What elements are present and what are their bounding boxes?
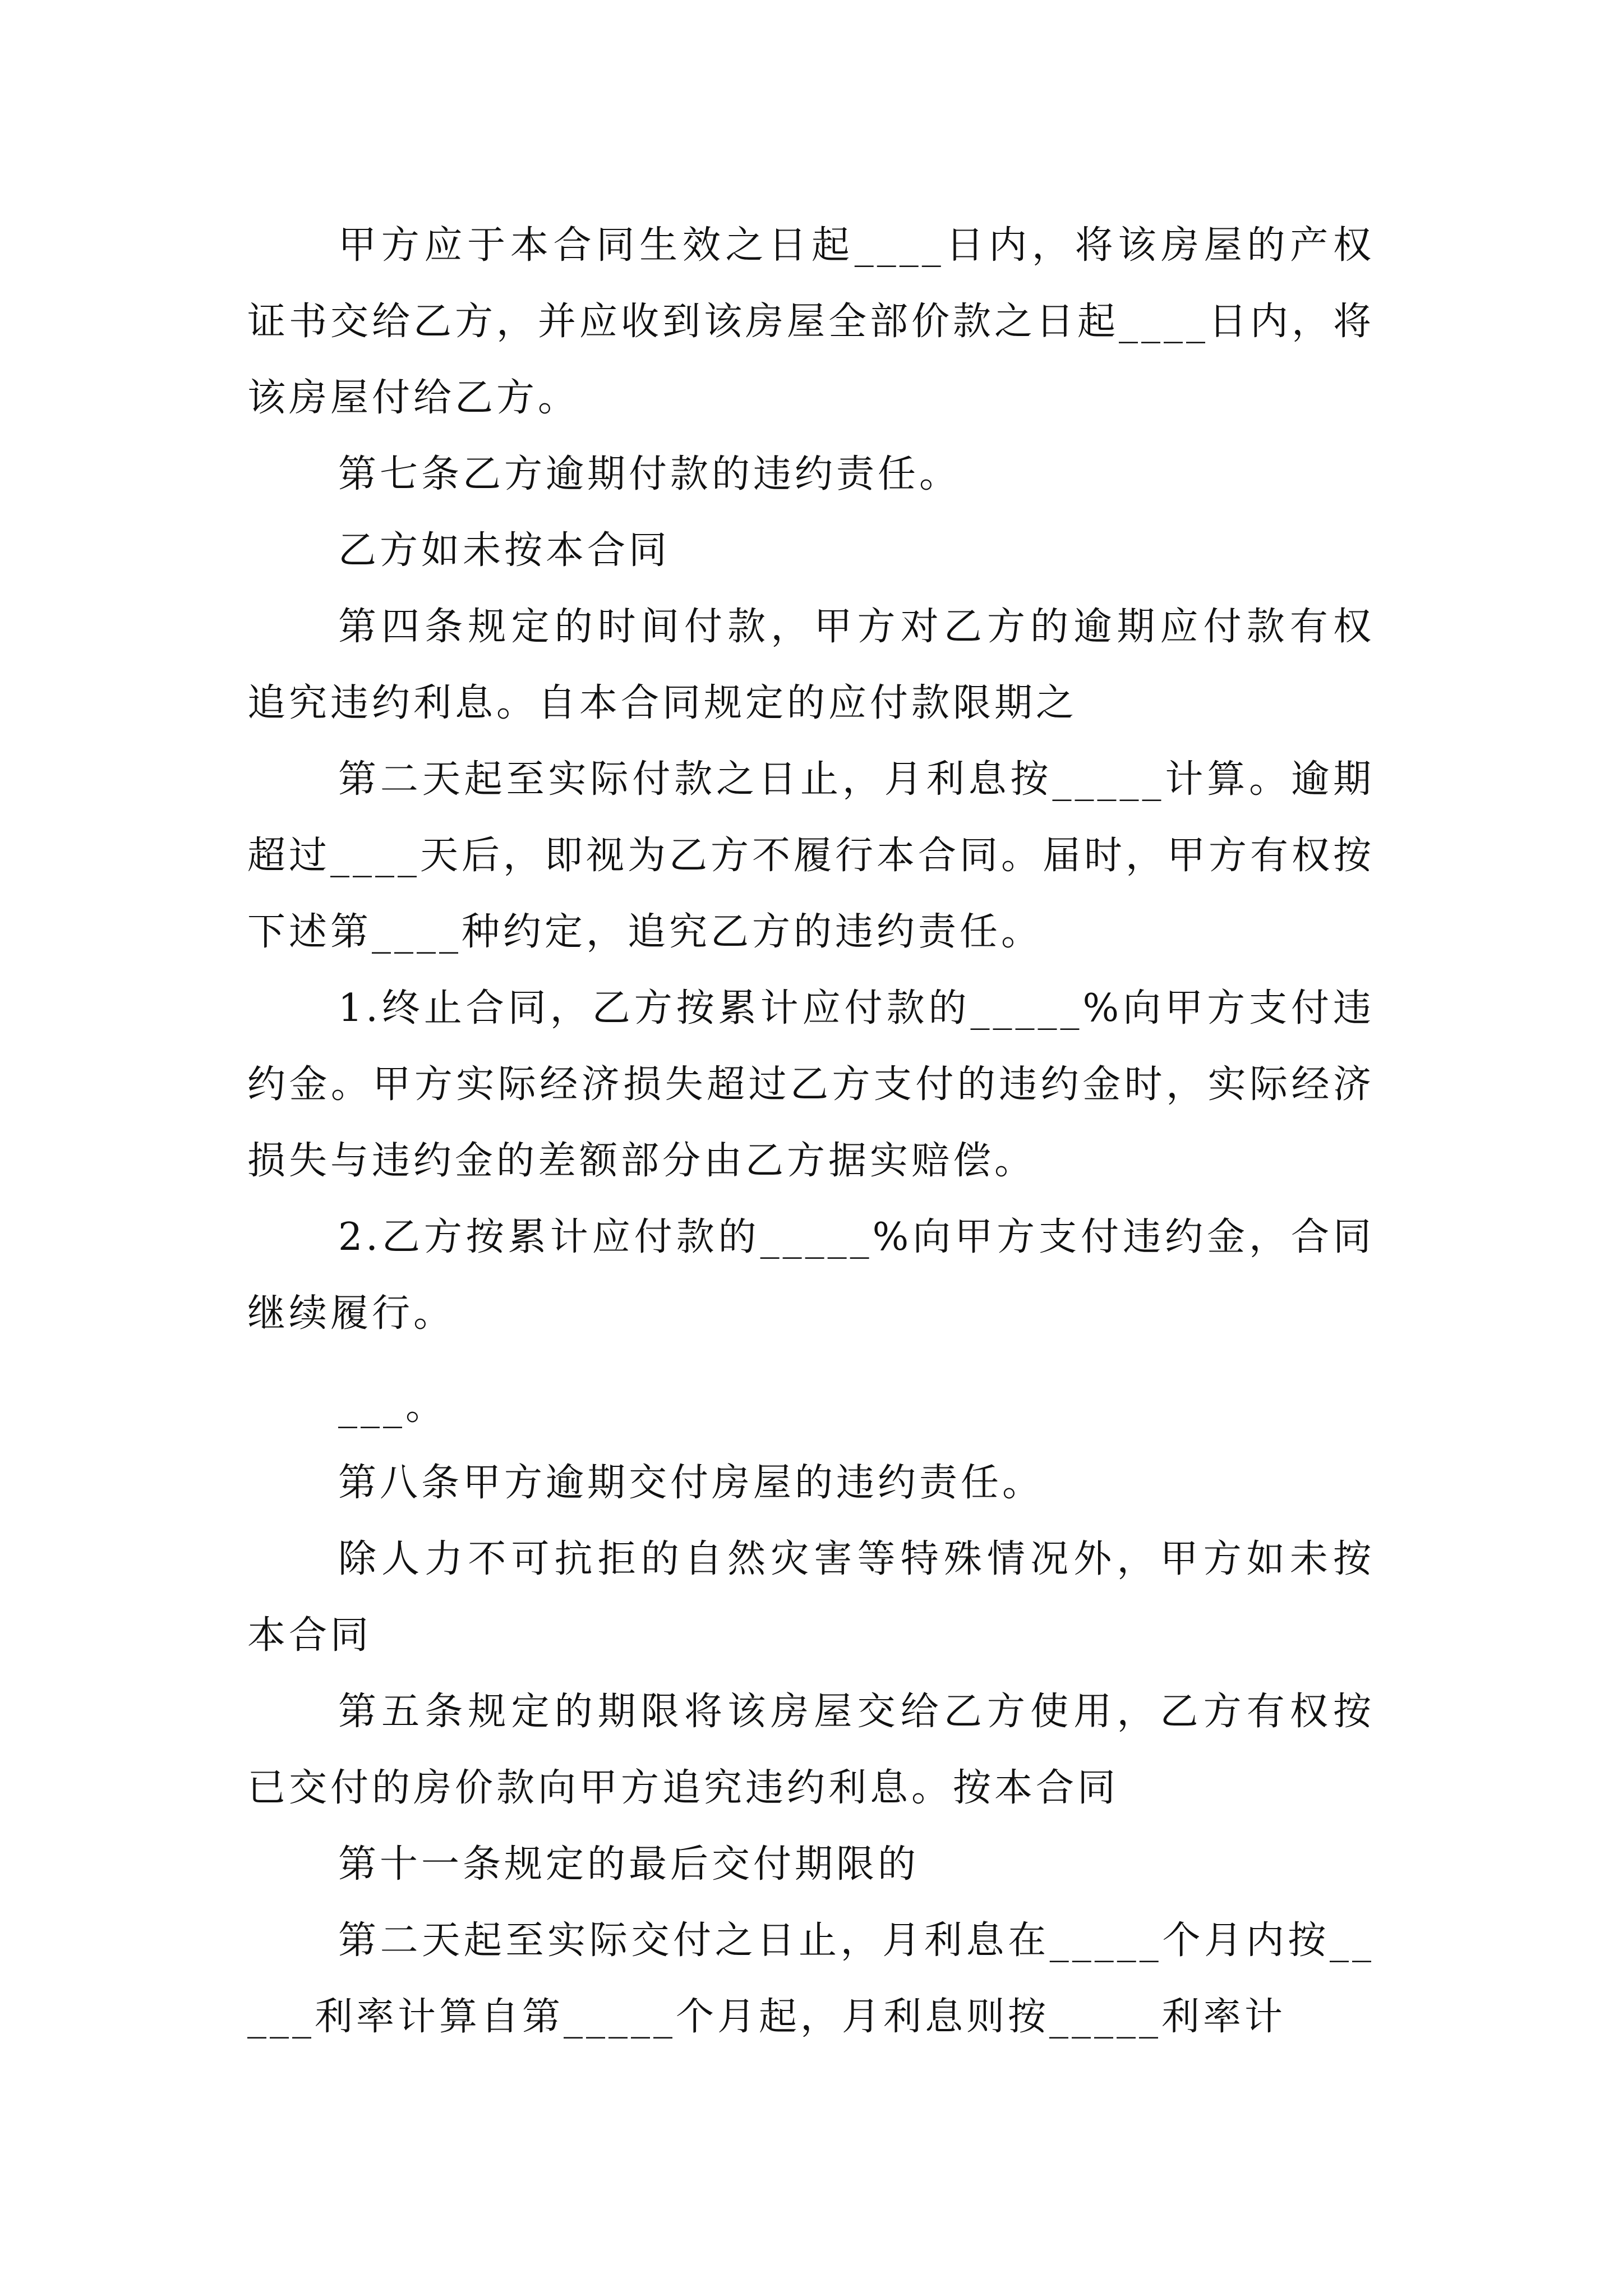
paragraph-article-5-reference: 第五条规定的期限将该房屋交给乙方使用，乙方有权按已交付的房价款向甲方追究违约利息。按本合同 [247, 1690, 1375, 1810]
paragraph-article-8-heading: 第八条甲方逾期交付房屋的违约责任。 [338, 1461, 1044, 1505]
paragraph-force-majeure: 除人力不可抗拒的自然灾害等特殊情况外，甲方如未按本合同 [247, 1537, 1375, 1658]
paragraph-option-2: 2.乙方按累计应付款的_____%向甲方支付违约金，合同继续履行。 [247, 1215, 1375, 1336]
contract-text [247, 208, 1375, 2055]
paragraph-blank-option: ___。 [338, 1384, 448, 1429]
paragraph-late-payment-interest: 第二天起至实际付款之日止，月利息按_____计算。逾期超过____天后，即视为乙方不履行本合同。届时，甲方有权按下述第____种约定，追究乙方的违约责任。 [247, 757, 1375, 954]
paragraph-article-7-intro: 乙方如未按本合同 [338, 528, 671, 573]
paragraph-article-7-heading: 第七条乙方逾期付款的违约责任。 [338, 452, 961, 496]
paragraph-late-delivery-interest: 第二天起至实际交付之日止，月利息在_____个月内按_____利率计算自第_____个月起，月利息则按_____利率计 [247, 1918, 1375, 2039]
paragraph-delivery-terms: 甲方应于本合同生效之日起____日内，将该房屋的产权证书交给乙方，并应收到该房屋全部价款之日起____日内，将该房屋付给乙方。 [247, 223, 1375, 420]
paragraph-option-1: 1.终止合同，乙方按累计应付款的_____%向甲方支付违约金。甲方实际经济损失超过乙方支付的违约金时，实际经济损失与违约金的差额部分由乙方据实赔偿。 [247, 986, 1375, 1183]
paragraph-article-4-reference: 第四条规定的时间付款，甲方对乙方的逾期应付款有权追究违约利息。自本合同规定的应付款限期之 [247, 605, 1375, 725]
paragraph-article-11-reference: 第十一条规定的最后交付期限的 [338, 1842, 920, 1887]
